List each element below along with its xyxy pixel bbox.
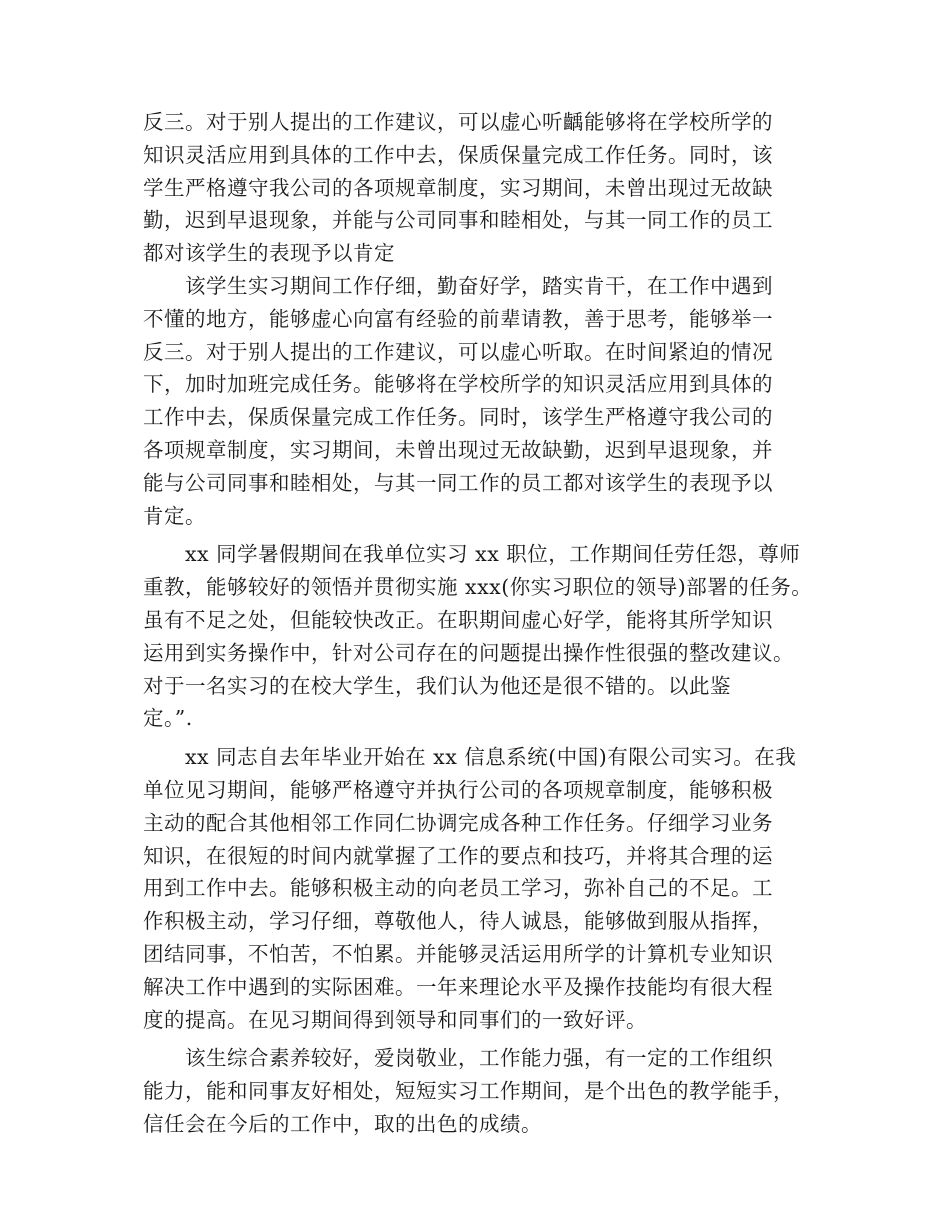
paragraph-line: 信任会在今后的工作中，取的出色的成绩。	[143, 1111, 542, 1136]
paragraph-line: xx 同学暑假期间在我单位实习 xx 职位，工作期间任劳任怨，尊师	[185, 542, 801, 567]
paragraph-line: 能与公司同事和睦相处，与其一同工作的员工都对该学生的表现予以	[143, 470, 773, 495]
paragraph-line: 运用到实务操作中，针对公司存在的问题提出操作性很强的整改建议。	[143, 640, 794, 665]
paragraph-line: 该生综合素养较好，爱岗敬业，工作能力强，有一定的工作组织	[185, 1046, 773, 1071]
paragraph-line: 定。”.	[143, 706, 193, 731]
paragraph-line: 肯定。	[143, 503, 206, 528]
paragraph-line: 单位见习期间，能够严格遵守并执行公司的各项规章制度，能够积极	[143, 777, 773, 802]
paragraph-line: 度的提高。在见习期间得到领导和同事们的一致好评。	[143, 1007, 647, 1032]
paragraph-line: 重教，能够较好的领悟并贯彻实施 xxx(你实习职位的领导)部署的任务。	[143, 575, 813, 600]
paragraph-line: 主动的配合其他相邻工作同仁协调完成各种工作任务。仔细学习业务	[143, 810, 773, 835]
paragraph-line: 学生严格遵守我公司的各项规章制度，实习期间，未曾出现过无故缺	[143, 175, 773, 200]
paragraph-line: 用到工作中去。能够积极主动的向老员工学习，弥补自己的不足。工	[143, 876, 773, 901]
paragraph-line: 对于一名实习的在校大学生，我们认为他还是很不错的。以此鉴	[143, 673, 731, 698]
paragraph-line: 虽有不足之处，但能较快改正。在职期间虚心好学，能将其所学知识	[143, 607, 773, 632]
paragraph-1	[143, 106, 823, 270]
paragraph-line: 解决工作中遇到的实际困难。一年来理论水平及操作技能均有很大程	[143, 974, 773, 999]
document-body	[143, 106, 823, 1141]
paragraph-line: 反三。对于别人提出的工作建议，可以虚心听取。在时间紧迫的情况	[143, 339, 773, 364]
paragraph-5	[143, 1042, 823, 1140]
paragraph-line: 作积极主动，学习仔细，尊敬他人，待人诚恳，能够做到服从指挥，	[143, 909, 773, 934]
paragraph-line: 知识，在很短的时间内就掌握了工作的要点和技巧，并将其合理的运	[143, 843, 773, 868]
paragraph-4	[143, 741, 823, 1036]
paragraph-line: 反三。对于别人提出的工作建议，可以虚心听齲能够将在学校所学的	[143, 110, 773, 134]
paragraph-line: 知识灵活应用到具体的工作中去，保质保量完成工作任务。同时，该	[143, 142, 773, 167]
paragraph-line: 都对该学生的表现予以肯定	[143, 241, 395, 266]
paragraph-line: 下，加时加班完成任务。能够将在学校所学的知识灵活应用到具体的	[143, 372, 773, 397]
paragraph-line: xx 同志自去年毕业开始在 xx 信息系统(中国)有限公司实习。在我	[185, 745, 797, 770]
paragraph-line: 工作中去，保质保量完成工作任务。同时，该学生严格遵守我公司的	[143, 405, 773, 430]
paragraph-3	[143, 538, 823, 735]
paragraph-line: 能力，能和同事友好相处，短短实习工作期间，是个出色的教学能手，	[143, 1079, 794, 1104]
paragraph-line: 各项规章制度，实习期间，未曾出现过无故缺勤，迟到早退现象，并	[143, 437, 773, 462]
paragraph-line: 团结同事，不怕苦，不怕累。并能够灵活运用所学的计算机专业知识	[143, 941, 773, 966]
paragraph-line: 不懂的地方，能够虚心向富有经验的前辈请教，善于思考，能够举一	[143, 306, 773, 331]
paragraph-line: 勤，迟到早退现象，并能与公司同事和睦相处，与其一同工作的员工	[143, 208, 773, 233]
paragraph-line: 该学生实习期间工作仔细，勤奋好学，踏实肯干，在工作中遇到	[185, 273, 773, 298]
paragraph-2	[143, 270, 823, 532]
